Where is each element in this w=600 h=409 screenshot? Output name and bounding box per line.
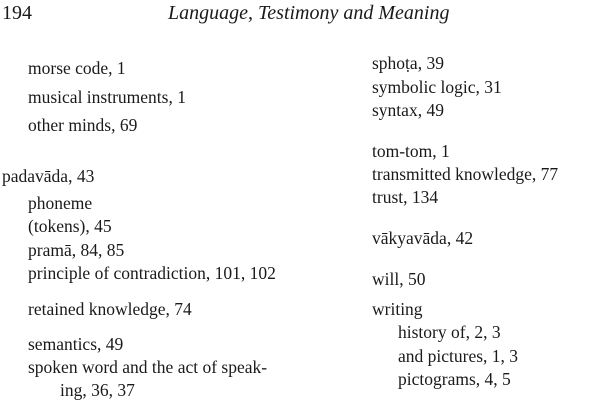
index-entry-other-minds: other minds, 69 xyxy=(28,115,138,135)
index-entry-musical-instruments: musical instruments, 1 xyxy=(28,87,186,107)
index-entry-syntax: syntax, 49 xyxy=(372,100,444,120)
index-entry-history-of: history of, 2, 3 xyxy=(398,322,501,342)
index-entry-semantics: semantics, 49 xyxy=(28,334,124,354)
index-entry-morse-code: morse code, 1 xyxy=(28,58,126,78)
index-entry-trust: trust, 134 xyxy=(372,187,439,207)
index-entry-tom-tom: tom-tom, 1 xyxy=(372,141,450,161)
index-entry-spoken-word: spoken word and the act of speak- xyxy=(28,357,268,377)
index-entry-transmitted-knowledge: transmitted knowledge, 77 xyxy=(372,164,559,184)
index-entry-prama: pramā, 84, 85 xyxy=(28,240,125,260)
running-head: Language, Testimony and Meaning xyxy=(168,2,450,24)
index-entry-spoken-word-continuation: ing, 36, 37 xyxy=(60,380,135,400)
index-entry-vakyavada: vākyavāda, 42 xyxy=(372,228,474,248)
index-entry-retained-knowledge: retained knowledge, 74 xyxy=(28,299,192,319)
index-entry-will: will, 50 xyxy=(372,269,426,289)
index-entry-principle-of-contradiction: principle of contradiction, 101, 102 xyxy=(28,263,276,283)
index-entry-tokens: (tokens), 45 xyxy=(28,216,112,236)
index-entry-pictograms: pictograms, 4, 5 xyxy=(398,369,511,389)
page-number: 194 xyxy=(2,2,32,24)
index-entry-phoneme: phoneme xyxy=(28,193,93,213)
index-entry-writing: writing xyxy=(372,299,423,319)
index-entry-symbolic-logic: symbolic logic, 31 xyxy=(372,77,502,97)
index-entry-sphota: sphoṭa, 39 xyxy=(372,53,444,73)
index-entry-padavada: padavāda, 43 xyxy=(2,166,95,186)
index-entry-and-pictures: and pictures, 1, 3 xyxy=(398,346,519,366)
